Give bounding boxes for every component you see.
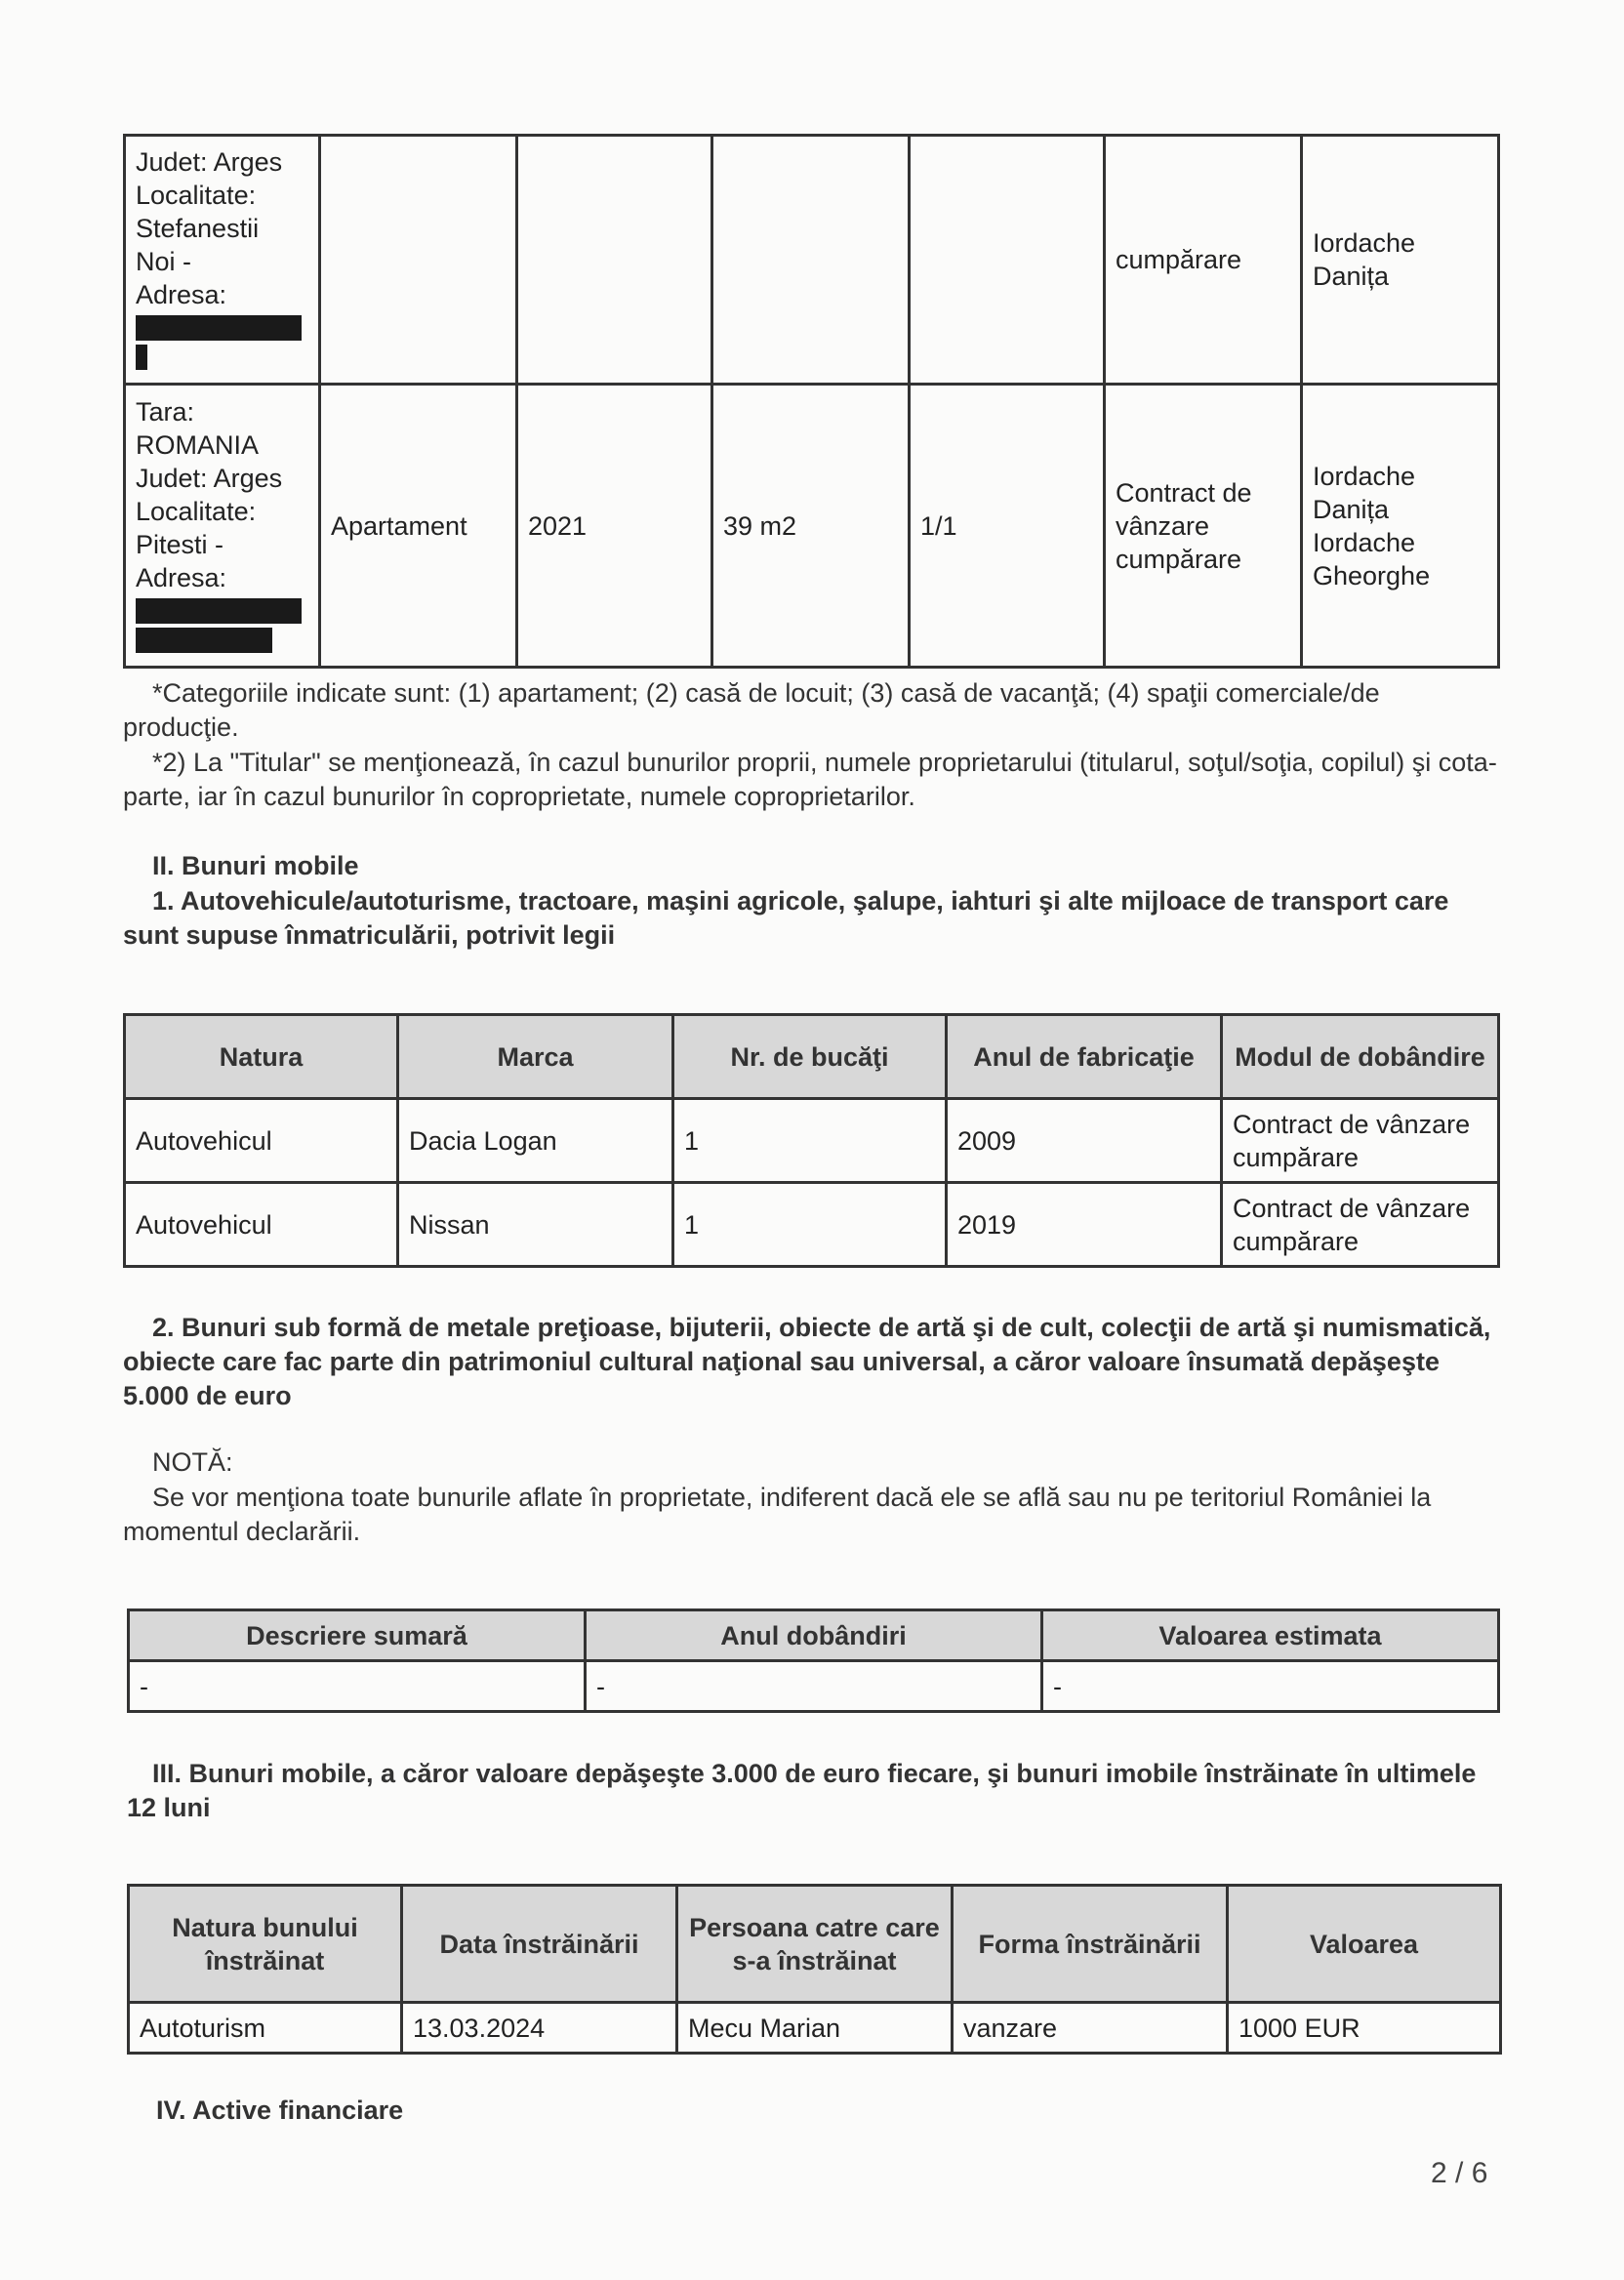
table-cell: Autovehicul xyxy=(125,1183,398,1267)
table-header-row xyxy=(129,1886,1501,2003)
category-cell: Apartament xyxy=(320,385,517,668)
nota-text: Se vor menţiona toate bunurile aflate în proprietate, indiferent dacă ele se află sau nu pe teritoriul României la momentul declarării. xyxy=(123,1483,1432,1546)
table-row xyxy=(129,1661,1499,1712)
real-estate-table xyxy=(123,134,1500,669)
redaction-bar xyxy=(136,628,272,653)
column-header: Anul de fabricaţie xyxy=(947,1015,1222,1099)
table-cell: Autoturism xyxy=(129,2003,402,2054)
holder-cell: Iordache Danița xyxy=(1302,136,1499,385)
area-cell xyxy=(712,136,910,385)
table-row xyxy=(125,1099,1499,1183)
category-cell xyxy=(320,136,517,385)
table-cell: - xyxy=(586,1661,1042,1712)
section-2-2-title: 2. Bunuri sub formă de metale preţioase, bijuterii, obiecte de artă şi de cult, colecţii de artă şi numismatică, obiecte care fac parte din patrimoniul cultural naţional sau universal, a căror valoare însumată depăşeşte 5.000 de euro xyxy=(123,1313,1491,1410)
acquisition-cell: Contract de vânzare cumpărare xyxy=(1105,385,1302,668)
column-header: Valoarea xyxy=(1228,1886,1501,2003)
column-header: Nr. de bucăţi xyxy=(673,1015,947,1099)
nota-label: NOTĂ: xyxy=(152,1447,233,1477)
table-cell: 13.03.2024 xyxy=(402,2003,677,2054)
table-cell: vanzare xyxy=(953,2003,1228,2054)
vehicles-table xyxy=(123,1013,1500,1268)
table-cell: Autovehicul xyxy=(125,1099,398,1183)
table-cell: Dacia Logan xyxy=(398,1099,673,1183)
column-header: Descriere sumară xyxy=(129,1610,586,1661)
redaction-bar xyxy=(136,345,147,370)
address-cell: Judet: Arges Localitate: Stefanestii Noi - Adresa: xyxy=(125,136,320,385)
table-row xyxy=(125,1183,1499,1267)
holder-note: *2) La "Titular" se menţionează, în cazul bunurilor proprii, numele proprietarului (titularul, soţul/soţia, copilul) şi cota-parte, iar în cazul bunurilor în coproprietate, numele coproprietarilor. xyxy=(123,748,1497,811)
redaction-bar xyxy=(136,598,302,624)
table-header-row xyxy=(129,1610,1499,1661)
column-header: Forma înstrăinării xyxy=(953,1886,1228,2003)
section-2-title: II. Bunuri mobile xyxy=(152,851,359,880)
column-header: Valoarea estimata xyxy=(1042,1610,1499,1661)
redaction-bar xyxy=(136,315,302,341)
table-cell: 1 xyxy=(673,1183,947,1267)
year-cell xyxy=(517,136,712,385)
column-header: Natura xyxy=(125,1015,398,1099)
column-header: Persoana catre care s-a înstrăinat xyxy=(677,1886,953,2003)
table-cell: Contract de vânzare cumpărare xyxy=(1222,1183,1499,1267)
table-cell: - xyxy=(1042,1661,1499,1712)
table-cell: Nissan xyxy=(398,1183,673,1267)
table-cell: 1 xyxy=(673,1099,947,1183)
table-row xyxy=(125,136,1499,385)
category-note: *Categoriile indicate sunt: (1) apartament; (2) casă de locuit; (3) casă de vacanţă; (4) spaţii comerciale/de producţie. xyxy=(123,678,1380,742)
column-header: Marca xyxy=(398,1015,673,1099)
acquisition-cell: cumpărare xyxy=(1105,136,1302,385)
share-cell xyxy=(910,136,1105,385)
area-cell: 39 m2 xyxy=(712,385,910,668)
table-row xyxy=(129,2003,1501,2054)
table-cell: 2019 xyxy=(947,1183,1222,1267)
table-row xyxy=(125,385,1499,668)
section-4-title: IV. Active financiare xyxy=(156,2096,404,2125)
section-2-1-title: 1. Autovehicule/autoturisme, tractoare, maşini agricole, şalupe, iahturi şi alte mijloace de transport care sunt supuse înmatriculării, potrivit legii xyxy=(123,886,1449,950)
column-header: Natura bunului înstrăinat xyxy=(129,1886,402,2003)
page-number: 2 / 6 xyxy=(1431,2157,1488,2189)
column-header: Anul dobândiri xyxy=(586,1610,1042,1661)
table-cell: 2009 xyxy=(947,1099,1222,1183)
address-cell: Tara: ROMANIA Judet: Arges Localitate: Pitesti - Adresa: xyxy=(125,385,320,668)
table-cell: Mecu Marian xyxy=(677,2003,953,2054)
table-cell: - xyxy=(129,1661,586,1712)
column-header: Modul de dobândire xyxy=(1222,1015,1499,1099)
table-cell: 1000 EUR xyxy=(1228,2003,1501,2054)
year-cell: 2021 xyxy=(517,385,712,668)
table-header-row xyxy=(125,1015,1499,1099)
table-cell: Contract de vânzare cumpărare xyxy=(1222,1099,1499,1183)
column-header: Data înstrăinării xyxy=(402,1886,677,2003)
valuables-table xyxy=(127,1608,1500,1713)
holder-cell: Iordache Danița Iordache Gheorghe xyxy=(1302,385,1499,668)
alienated-goods-table xyxy=(127,1884,1502,2055)
section-3-title: III. Bunuri mobile, a căror valoare depăşeşte 3.000 de euro fiecare, şi bunuri imobile înstrăinate în ultimele 12 luni xyxy=(127,1759,1477,1822)
share-cell: 1/1 xyxy=(910,385,1105,668)
